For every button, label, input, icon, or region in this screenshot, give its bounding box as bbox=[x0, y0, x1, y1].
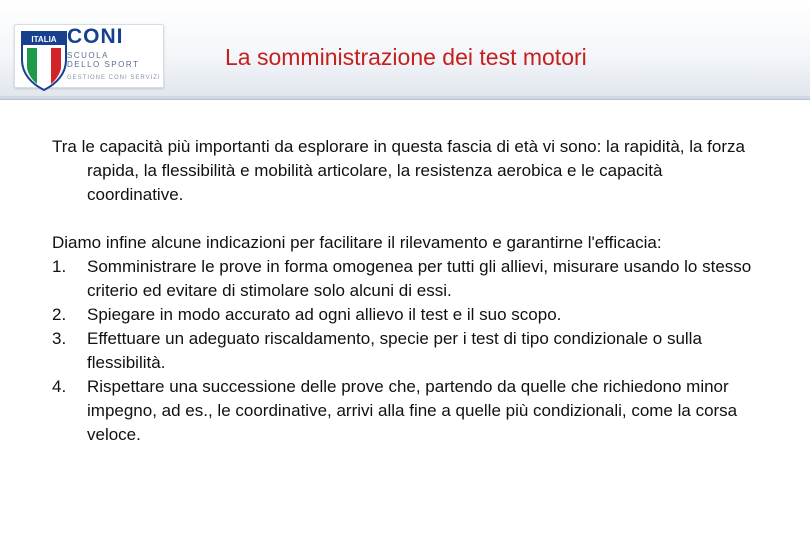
brand-line-1: SCUOLA bbox=[67, 51, 109, 60]
paragraph-spacer bbox=[52, 207, 752, 231]
intro-paragraph: Tra le capacità più importanti da esplorare in questa fascia di età vi sono: la rapidità, la forza rapida, la flessibilità e mobilità articolare, la resistenza aerobica e le capacità coordinative. bbox=[52, 137, 745, 204]
coni-logo bbox=[14, 24, 164, 88]
list-item-number: 1. bbox=[52, 257, 67, 276]
italia-shield-icon bbox=[20, 30, 74, 94]
list-item-text: Somministrare le prove in forma omogenea per tutti gli allievi, misurare usando lo stesso criterio ed evitare di stimolare solo alcuni di essi. bbox=[87, 257, 752, 300]
list-item bbox=[52, 255, 752, 303]
list-item bbox=[52, 375, 752, 447]
brand-tagline: GESTIONE CONI SERVIZI bbox=[67, 75, 161, 81]
header-divider-shadow bbox=[0, 99, 810, 100]
list-item-number: 2. bbox=[52, 305, 67, 324]
brand-name: CONI bbox=[67, 25, 124, 48]
list-item-text: Spiegare in modo accurato ad ogni allievo il test e il suo scopo. bbox=[87, 305, 562, 324]
shield-country-text: ITALIA bbox=[31, 35, 57, 44]
slide-title: La somministrazione dei test motori bbox=[225, 44, 587, 70]
list-item-number: 4. bbox=[52, 377, 67, 396]
slide-content bbox=[52, 135, 752, 447]
list-item-text: Effettuare un adeguato riscaldamento, specie per i test di tipo condizionale o sulla flessibilità. bbox=[87, 329, 702, 372]
slide-header bbox=[0, 0, 810, 100]
lead-paragraph: Diamo infine alcune indicazioni per facilitare il rilevamento e garantirne l'efficacia: bbox=[52, 233, 662, 252]
guidelines-list bbox=[52, 255, 752, 447]
list-item-number: 3. bbox=[52, 329, 67, 348]
list-item bbox=[52, 327, 752, 375]
list-item bbox=[52, 303, 752, 327]
brand-line-2: DELLO SPORT bbox=[67, 60, 140, 69]
list-item-text: Rispettare una successione delle prove che, partendo da quelle che richiedono minor impegno, ad es., le coordinative, arrivi alla fine a quelle più condizionali, come la corsa veloce. bbox=[87, 377, 738, 444]
